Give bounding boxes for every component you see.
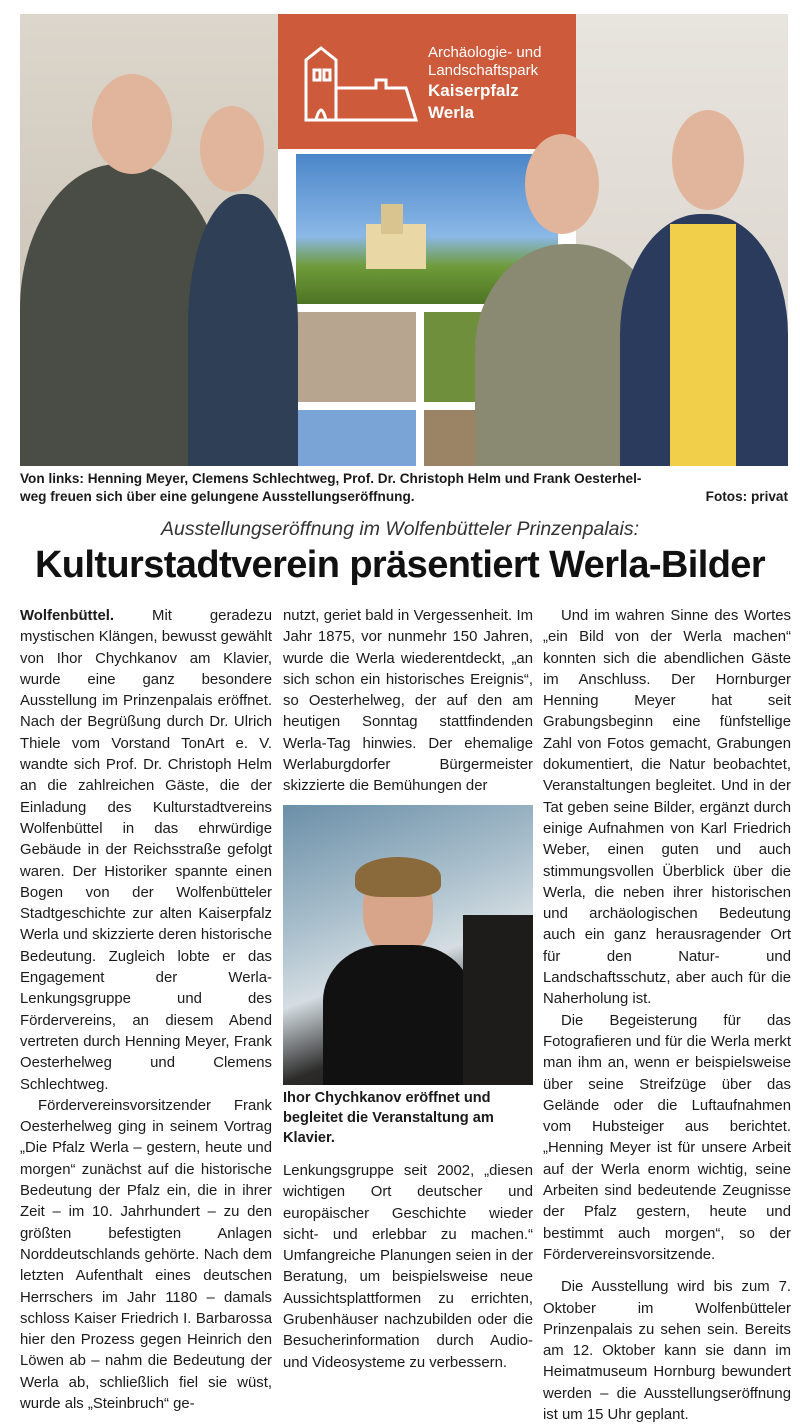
article-column-1: [20, 606, 272, 1415]
col3-paragraph-3: Die Ausstellung wird bis zum 7. Oktober im Wolfenbütteler Prinzenpalais zu sehen sein. Bereits am 12. Oktober kann sie dann im Heimatmuseum Hornburg bewundert werden – die Ausstellungseröffnung ist um 15 Uhr geplant.: [543, 1279, 791, 1423]
dateline: Wolfenbüttel.: [20, 608, 115, 624]
banner-line-2: Landschaftspark: [428, 62, 539, 79]
person-2: [188, 194, 298, 466]
caption-line-1: Von links: Henning Meyer, Clemens Schlechtweg, Prof. Dr. Christoph Helm und Frank Oesterhel-: [20, 471, 642, 486]
pianist-photo: [283, 805, 533, 1085]
col2-paragraph-1: nutzt, geriet bald in Vergessenheit. Im Jahr 1875, vor nunmehr 150 Jahren, wurde die Werla wiederentdeckt, „an sich schon ein historisches Ereignis“, so Oesterhelweg, der auf den am heutigen Sonntag stattfindenden Werla-Tag hinwies. Der ehemalige Werlaburgdorfer Bürgermeister skizzierte die Bemühungen der: [283, 608, 533, 795]
top-photo-caption: [20, 470, 788, 506]
banner-line-3: Kaiserpfalz: [428, 81, 519, 100]
col3-paragraph-2: Die Begeisterung für das Fotografieren und für die Werla merkt man ihm an, wenn er beispielsweise über seine Streifzüge über das Gelände oder die Luftaufnahmen vom Hubsteiger aus berichtet. „Henning Meyer ist für unsere Arbeit auf der Werla enorm wichtig, seine Arbeiten sind bedeutende Zeugnisse der Pfalz gestern, heute und bestimmt auch morgen“, so der Fördervereinsvorsitzende.: [543, 1012, 791, 1263]
col1-paragraph-1: [20, 606, 272, 1096]
col2-paragraph-2: Lenkungsgruppe seit 2002, „diesen wichtigen Ort deutscher und europäischer Geschichte wieder sicht- und erlebbar zu machen.“ Umfangreiche Planungen seien in der Beratung, um beispielsweise neue Aussichtsplattformen zu errichten, Grubenhäuser nachzubilden oder die Besucherinformation durch Audio- und Videosysteme zu verbessern.: [283, 1163, 533, 1371]
pianist-caption: Ihor Chychkanov eröffnet und begleitet die Veranstaltung am Klavier.: [283, 1090, 494, 1146]
article-column-2-top: [283, 606, 533, 798]
kicker: Ausstellungseröffnung im Wolfenbütteler Prinzenpalais:: [160, 518, 639, 540]
banner-line-1: Archäologie- und: [428, 44, 542, 61]
castle-logo-icon: [286, 40, 426, 130]
col1-paragraph-2: Fördervereinsvorsitzender Frank Oesterhelweg ging in seinem Vortrag „Die Pfalz Werla – gestern, heute und morgen“ zunächst auf die historische Bedeutung der Pfalz ein, die in ihrer Zeit – im 10. Jahrhundert – zu den größten befestigten Anlagen Norddeutschlands gehörte. Nach dem letzten Aufenthalt eines deutschen Herrschers im Jahr 1180 – damals schloss Kaiser Friedrich I. Barbarossa hier den Prozess gegen Heinrich den Löwen ab – nahm die Bedeutung der Werla ab, schließlich fiel sie wüst, wurde als „Steinbruch“ ge-: [20, 1097, 272, 1412]
headline: Kulturstadtverein präsentiert Werla-Bilder: [34, 544, 766, 586]
photo-credit: Fotos: privat: [705, 489, 788, 504]
caption-line-2: weg freuen sich über eine gelungene Ausstellungseröffnung.: [20, 489, 415, 504]
group-photo: [20, 14, 788, 466]
article-column-2-bottom: [283, 1161, 533, 1374]
col1-text-1: Mit geradezu mystischen Klängen, bewusst gewählt von Ihor Chychkanov am Klavier, wurde eine ganz besondere Ausstellung im Prinzenpalais eröffnet. Nach der Begrüßung durch Dr. Ulrich Thiele vom Vorstand TonArt e. V. wandte sich Prof. Dr. Christoph Helm an die zahlreichen Gäste, die der Einladung des Kulturstadtvereins Wolfenbüttel in das ehrwürdige Gebäude in der Reichsstraße gefolgt waren. Der Historiker spannte einen Bogen von der Wolfenbütteler Stadtgeschichte zur alten Kaiserpfalz Werla und skizzierte deren historische Bedeutung. Zugleich lobte er das Engagement der Werla-Lenkungsgruppe und des Fördervereins, an diesem Abend vertreten durch Henning Meyer, Frank Oesterhelweg und Clemens Schlechtweg.: [20, 608, 272, 1093]
article-column-3: [543, 606, 791, 1426]
banner-line-4: Werla: [428, 103, 474, 122]
col3-paragraph-1: Und im wahren Sinne des Wortes „ein Bild von der Werla machen“ konnten sich die abendlichen Gäste im Anschluss. Der Hornburger Henning Meyer hat seit Grabungsbeginn eine fünfstellige Zahl von Fotos gemacht, Grabungen dokumentiert, die Natur beobachtet, Veranstaltungen begleitet. Und in der Tat geben seine Bilder, ergänzt durch einige Aufnahmen von Karl Friedrich Weber, einen guten und auch stimmungsvollen Überblick über die Werla, die neben ihrer historischen und archäologischen Bedeutung auch ein ganz herausragender Ort für den Natur- und Landschaftsschutz, aber auch für die Naherholung ist.: [543, 608, 791, 1008]
